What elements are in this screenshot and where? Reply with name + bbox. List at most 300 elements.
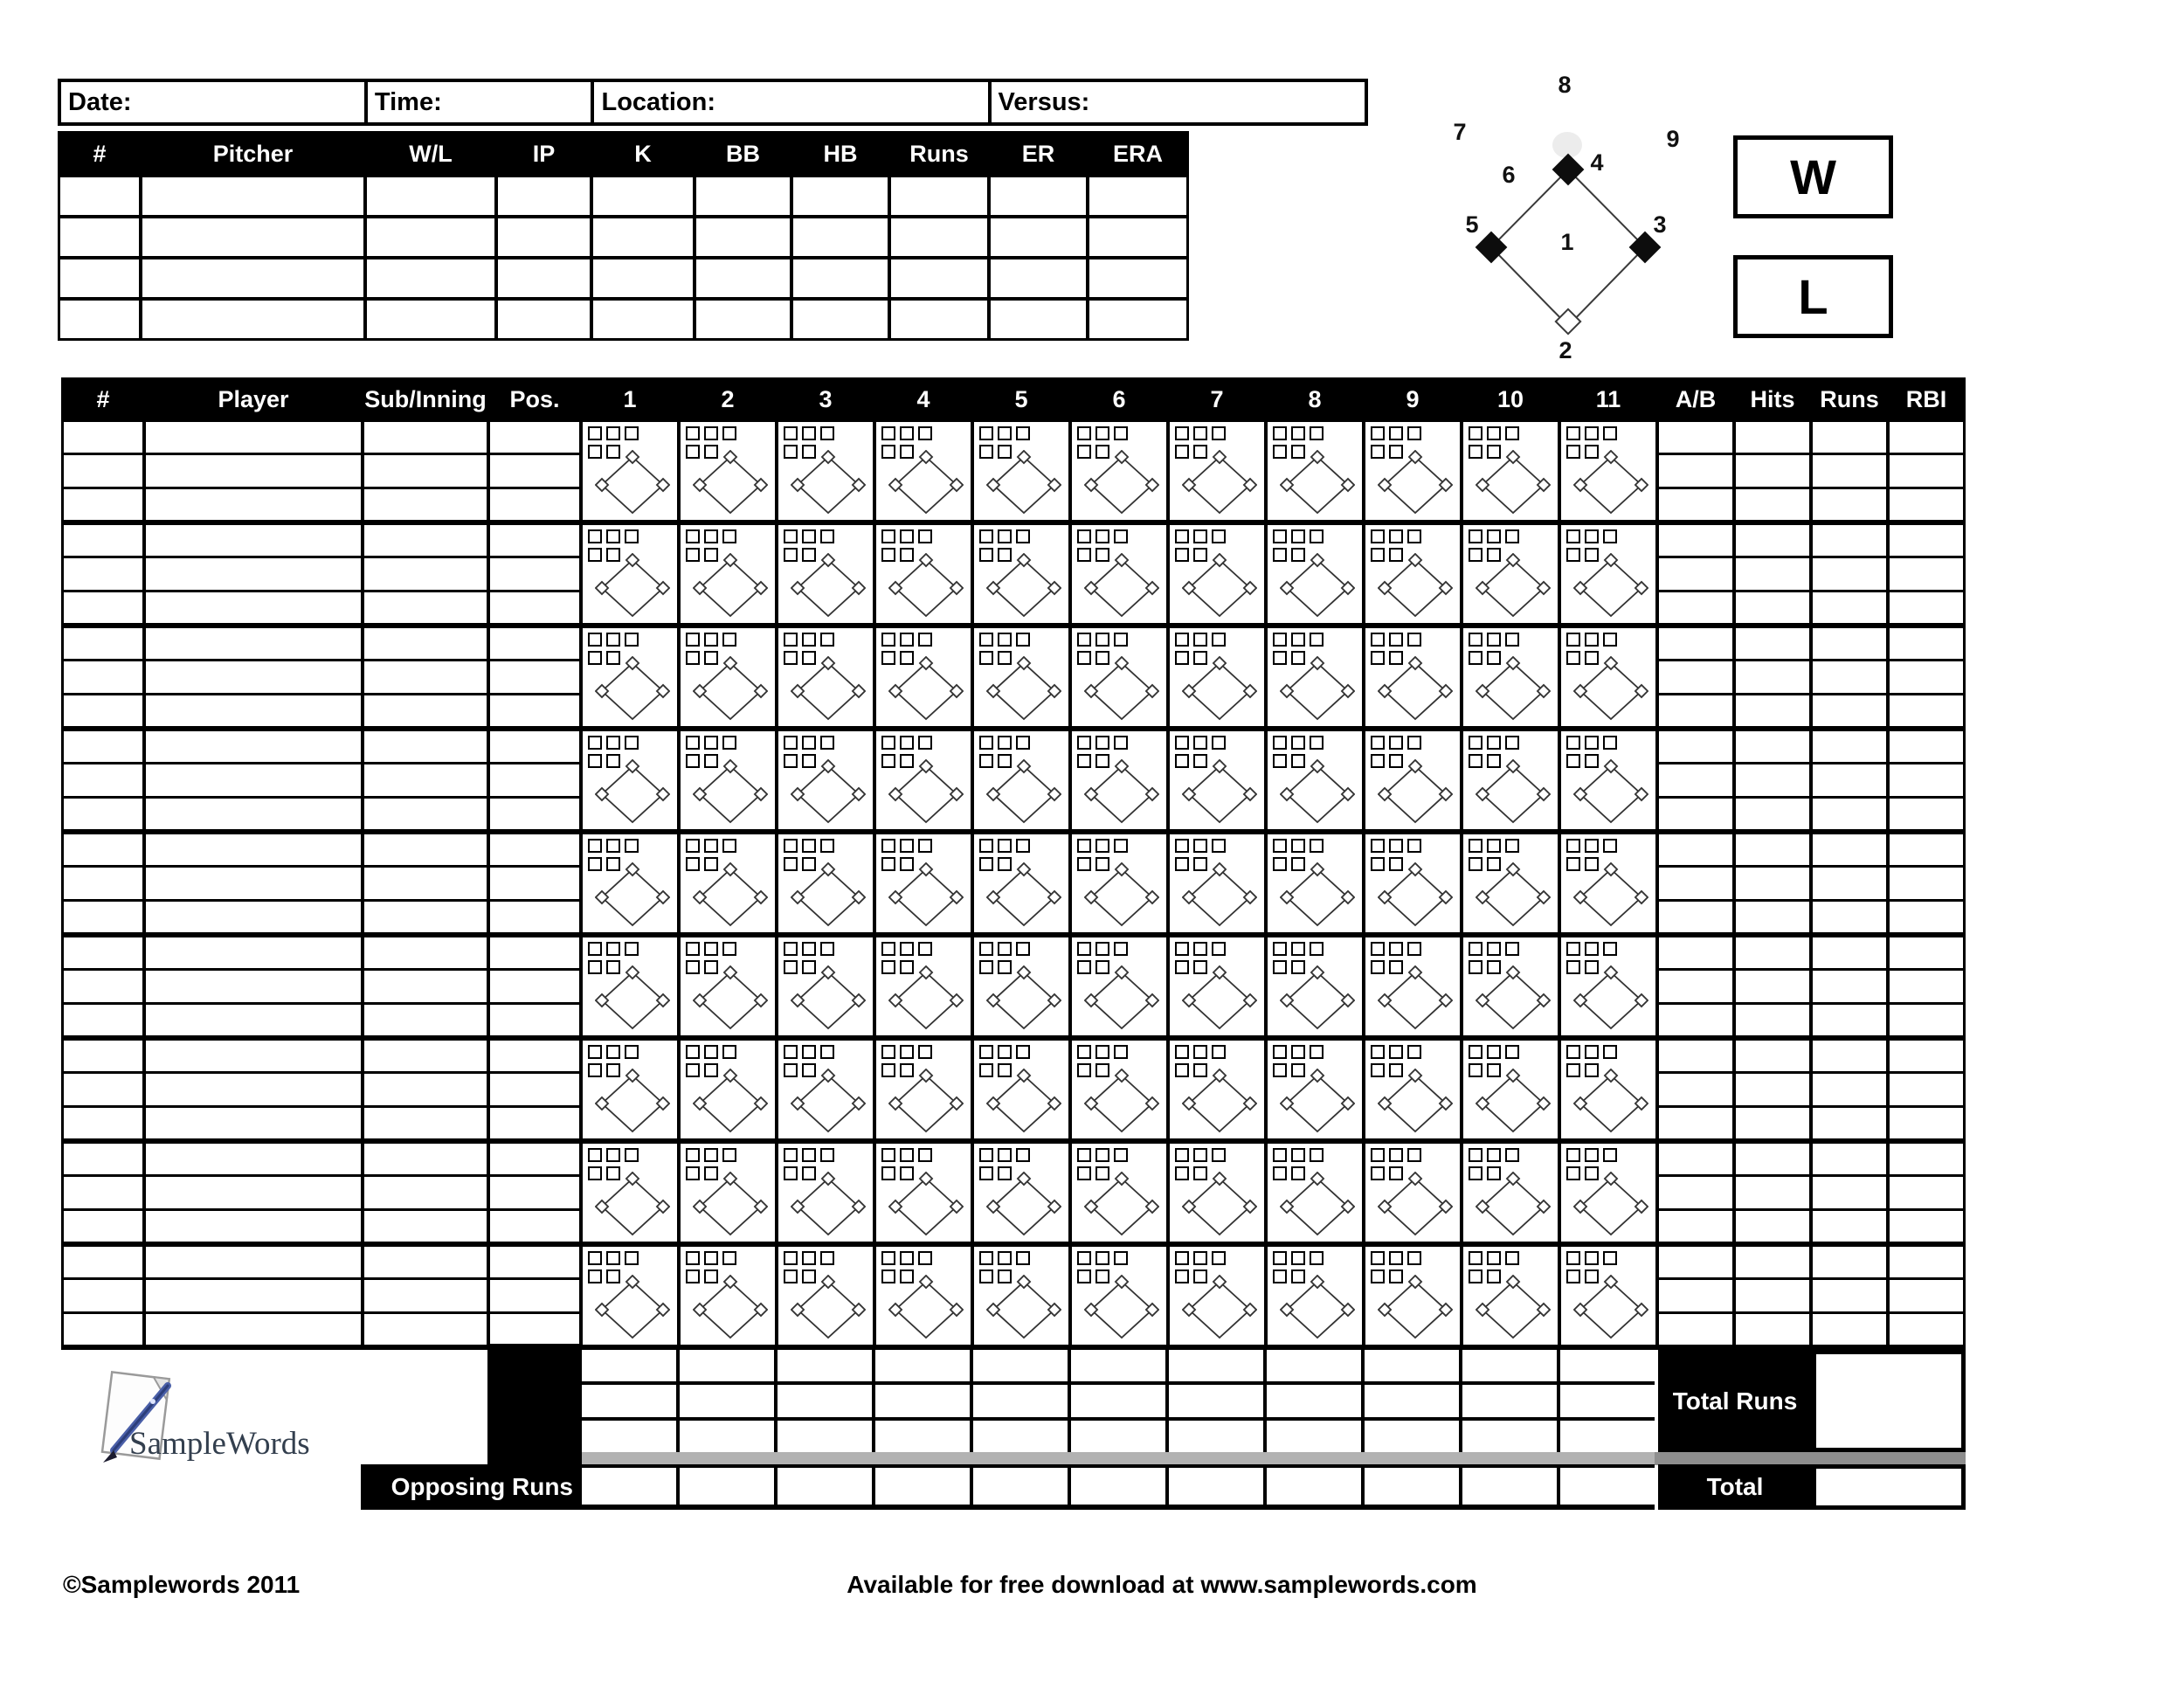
player-cell xyxy=(146,902,361,932)
number-column xyxy=(64,628,142,726)
pitch-checkbox xyxy=(1095,1045,1109,1059)
scoring-header-cell: 9 xyxy=(1365,380,1460,419)
subinning-cell xyxy=(364,455,487,486)
inning-cell xyxy=(1268,1144,1362,1242)
position-number: 7 xyxy=(1453,119,1467,145)
runs-inning-cell xyxy=(1169,1421,1263,1452)
pitch-checkbox xyxy=(1016,529,1030,543)
pitch-checkbox xyxy=(588,426,602,440)
pitch-checkbox xyxy=(1114,426,1128,440)
hits-inning-cell xyxy=(1267,1350,1361,1381)
basepath-diamond-icon xyxy=(1182,1172,1257,1238)
runs-cell xyxy=(1813,1074,1886,1104)
ab-cell xyxy=(1659,764,1732,795)
subinning-column xyxy=(364,1144,487,1242)
strike-boxes-row xyxy=(979,1045,1030,1059)
pitch-checkbox xyxy=(606,736,620,750)
strike-boxes-row xyxy=(686,839,736,853)
strike-boxes-row xyxy=(1175,736,1226,750)
inning-cell xyxy=(778,525,873,623)
pitch-checkbox xyxy=(1407,633,1421,647)
pos-column xyxy=(490,937,579,1035)
pitch-checkbox xyxy=(606,426,620,440)
basepath-diamond-icon xyxy=(791,450,866,516)
scoring-header-cell: Runs xyxy=(1813,380,1886,419)
pitch-checkbox xyxy=(820,426,834,440)
pitch-checkbox xyxy=(820,736,834,750)
inning-cell xyxy=(974,628,1068,726)
pitcher-stat-cell xyxy=(991,177,1086,215)
runs-column xyxy=(1813,1041,1886,1138)
pos-column xyxy=(490,1247,579,1345)
pitch-checkbox xyxy=(1077,736,1091,750)
pitch-checkbox xyxy=(588,736,602,750)
walks-inning-cell xyxy=(1365,1385,1459,1416)
player-column xyxy=(146,1144,361,1242)
inning-cell xyxy=(1072,422,1166,520)
hits-cell xyxy=(1736,422,1809,453)
player-block xyxy=(64,1041,1963,1138)
scoring-header-cell: # xyxy=(64,380,142,419)
rbi-cell xyxy=(1890,1108,1963,1138)
basepath-diamond-icon xyxy=(791,965,866,1032)
pitch-checkbox xyxy=(1566,633,1580,647)
strike-boxes-row xyxy=(686,942,736,956)
basepath-diamond-icon xyxy=(791,1069,866,1135)
pitch-checkbox xyxy=(1407,1251,1421,1265)
number-cell xyxy=(64,422,142,453)
pos-cell xyxy=(490,1041,579,1071)
pitch-checkbox xyxy=(1585,426,1599,440)
pitch-checkbox xyxy=(881,736,895,750)
pitcher-stat-cell xyxy=(142,177,363,215)
scoring-header-cell: Hits xyxy=(1736,380,1809,419)
pitch-checkbox xyxy=(784,426,798,440)
pos-cell xyxy=(490,902,579,932)
pitch-checkbox xyxy=(1016,839,1030,853)
inning-cell xyxy=(778,1144,873,1242)
strike-boxes-row xyxy=(1175,1251,1226,1265)
pos-cell xyxy=(490,1247,579,1277)
player-cell xyxy=(146,1177,361,1207)
pitch-checkbox xyxy=(1389,1148,1403,1162)
strike-boxes-row xyxy=(1469,839,1519,853)
pitcher-stat-cell xyxy=(793,301,888,338)
number-cell xyxy=(64,971,142,1001)
pos-column xyxy=(490,834,579,932)
rbi-column xyxy=(1890,1144,1963,1242)
inning-cell xyxy=(974,422,1068,520)
inning-cell xyxy=(778,937,873,1035)
scoring-header-cell: 3 xyxy=(778,380,873,419)
pitch-checkbox xyxy=(1407,839,1421,853)
pos-column xyxy=(490,525,579,623)
hits-column xyxy=(1736,834,1809,932)
subinning-column xyxy=(364,525,487,623)
pitch-checkbox xyxy=(625,529,639,543)
pos-cell xyxy=(490,799,579,829)
player-cell xyxy=(146,1144,361,1174)
pitch-checkbox xyxy=(820,839,834,853)
pitch-checkbox xyxy=(820,942,834,956)
pos-cell xyxy=(490,1314,579,1345)
inning-cell xyxy=(1561,1144,1655,1242)
pitch-checkbox xyxy=(606,1148,620,1162)
pitch-checkbox xyxy=(1566,942,1580,956)
opposing-inning-cell xyxy=(778,1468,872,1505)
pitch-checkbox xyxy=(1310,426,1324,440)
basepath-diamond-icon xyxy=(1573,965,1648,1032)
scoring-header-cell: Player xyxy=(146,380,361,419)
pitch-checkbox xyxy=(802,633,816,647)
hits-cell xyxy=(1736,1005,1809,1035)
pitch-checkbox xyxy=(1487,633,1501,647)
basepath-diamond-icon xyxy=(1573,1172,1648,1238)
pitcher-stat-cell xyxy=(367,301,494,338)
basepath-diamond-icon xyxy=(1280,965,1355,1032)
pitch-checkbox xyxy=(820,529,834,543)
inning-cell xyxy=(681,731,775,829)
pitch-checkbox xyxy=(1175,942,1189,956)
pitch-checkbox xyxy=(1095,942,1109,956)
strike-boxes-row xyxy=(1371,942,1421,956)
scoring-header-cell: 10 xyxy=(1463,380,1558,419)
basepath-diamond-icon xyxy=(1378,759,1453,826)
pitch-checkbox xyxy=(979,1251,993,1265)
pitch-checkbox xyxy=(1291,736,1305,750)
pitch-checkbox xyxy=(1114,529,1128,543)
pitch-checkbox xyxy=(1469,426,1482,440)
basepath-diamond-icon xyxy=(986,862,1061,929)
pitch-checkbox xyxy=(722,1251,736,1265)
pitch-checkbox xyxy=(1371,1148,1385,1162)
pitch-checkbox xyxy=(784,1251,798,1265)
ab-cell xyxy=(1659,525,1732,556)
strike-boxes-row xyxy=(1469,529,1519,543)
pitcher-stat-cell xyxy=(498,301,590,338)
basepath-diamond-icon xyxy=(693,862,768,929)
location-field xyxy=(594,82,987,122)
strike-boxes-row xyxy=(1077,1045,1128,1059)
basepath-diamond-icon xyxy=(1280,1069,1355,1135)
basepath-diamond-icon xyxy=(1182,450,1257,516)
pitch-checkbox xyxy=(1273,736,1287,750)
basepath-diamond-icon xyxy=(595,1172,670,1238)
inning-cell xyxy=(1072,525,1166,623)
hits-column xyxy=(1736,731,1809,829)
number-cell xyxy=(64,1144,142,1174)
pitcher-stat-cell xyxy=(367,259,494,297)
basepath-diamond-icon xyxy=(693,1069,768,1135)
scoring-header-cell: Pos. xyxy=(490,380,579,419)
strike-boxes-row xyxy=(1273,839,1324,853)
runs-cell xyxy=(1813,525,1886,556)
subinning-cell xyxy=(364,902,487,932)
inning-cell xyxy=(876,937,971,1035)
basepath-diamond-icon xyxy=(1573,553,1648,619)
player-cell xyxy=(146,1280,361,1311)
number-cell xyxy=(64,1108,142,1138)
pitch-checkbox xyxy=(1193,736,1207,750)
pitch-checkbox xyxy=(1407,736,1421,750)
pitch-checkbox xyxy=(820,633,834,647)
hits-cell xyxy=(1736,1144,1809,1174)
inning-cell xyxy=(1463,731,1558,829)
pitch-checkbox xyxy=(1175,1148,1189,1162)
pitch-checkbox xyxy=(881,1045,895,1059)
strike-boxes-row xyxy=(588,942,639,956)
pitch-checkbox xyxy=(900,426,914,440)
ab-column xyxy=(1659,1041,1732,1138)
inning-cell xyxy=(681,525,775,623)
pitch-checkbox xyxy=(998,1148,1012,1162)
pitch-checkbox xyxy=(1469,633,1482,647)
strike-boxes-row xyxy=(1566,736,1617,750)
strike-boxes-row xyxy=(784,633,834,647)
pitch-checkbox xyxy=(1407,1045,1421,1059)
subinning-cell xyxy=(364,834,487,865)
pitch-checkbox xyxy=(1291,529,1305,543)
pitch-checkbox xyxy=(1389,1251,1403,1265)
pitch-checkbox xyxy=(900,1251,914,1265)
pitch-checkbox xyxy=(802,942,816,956)
basepath-diamond-icon xyxy=(1084,965,1159,1032)
pitch-checkbox xyxy=(802,426,816,440)
runs-cell xyxy=(1813,902,1886,932)
pitcher-stat-cell xyxy=(991,259,1086,297)
pitch-checkbox xyxy=(1291,839,1305,853)
number-cell xyxy=(64,489,142,520)
pitch-checkbox xyxy=(1566,426,1580,440)
pitcher-header-cell: BB xyxy=(696,134,790,174)
pitch-checkbox xyxy=(1114,1045,1128,1059)
hits-cell xyxy=(1736,661,1809,692)
pitch-checkbox xyxy=(979,942,993,956)
location-label: Location: xyxy=(601,87,715,116)
basepath-diamond-icon xyxy=(595,1275,670,1341)
rbi-cell xyxy=(1890,731,1963,762)
walks-inning-cell xyxy=(973,1385,1068,1416)
pitch-checkbox xyxy=(686,426,700,440)
pitcher-stat-cell xyxy=(593,301,693,338)
pitch-checkbox xyxy=(802,1148,816,1162)
basepath-diamond-icon xyxy=(1084,1069,1159,1135)
inning-cell xyxy=(1365,628,1460,726)
pitch-checkbox xyxy=(1095,529,1109,543)
pitch-checkbox xyxy=(1371,736,1385,750)
pitch-checkbox xyxy=(606,529,620,543)
number-column xyxy=(64,731,142,829)
inning-cell xyxy=(583,422,677,520)
rbi-cell xyxy=(1890,1177,1963,1207)
subinning-cell xyxy=(364,1108,487,1138)
opposing-inning-cell xyxy=(1169,1468,1263,1505)
pitch-checkbox xyxy=(606,839,620,853)
pitcher-table xyxy=(58,131,1189,341)
ab-cell xyxy=(1659,1247,1732,1277)
pitch-checkbox xyxy=(1016,633,1030,647)
inning-cell xyxy=(1268,422,1362,520)
subinning-cell xyxy=(364,558,487,589)
basepath-diamond-icon xyxy=(1476,965,1551,1032)
player-column xyxy=(146,731,361,829)
player-cell xyxy=(146,764,361,795)
pitch-checkbox xyxy=(998,426,1012,440)
number-cell xyxy=(64,1041,142,1071)
pitcher-stat-cell xyxy=(142,301,363,338)
walks-inning-cell xyxy=(680,1385,774,1416)
pitch-checkbox xyxy=(1175,1045,1189,1059)
player-cell xyxy=(146,1108,361,1138)
rbi-cell xyxy=(1890,1247,1963,1277)
pitch-checkbox xyxy=(918,736,932,750)
pos-cell xyxy=(490,558,579,589)
strike-boxes-row xyxy=(1469,1045,1519,1059)
strike-boxes-row xyxy=(1077,1251,1128,1265)
player-cell xyxy=(146,628,361,659)
scoring-header-cell: 1 xyxy=(583,380,677,419)
pitch-checkbox xyxy=(881,529,895,543)
strike-boxes-row xyxy=(1469,942,1519,956)
basepath-diamond-icon xyxy=(1378,1275,1453,1341)
inning-cell xyxy=(1561,1041,1655,1138)
inning-cell xyxy=(1561,731,1655,829)
opposing-inning-cell xyxy=(875,1468,970,1505)
basepath-diamond-icon xyxy=(1182,1275,1257,1341)
inning-cell xyxy=(1463,834,1558,932)
pitch-checkbox xyxy=(1585,839,1599,853)
runs-cell xyxy=(1813,1108,1886,1138)
hits-cell xyxy=(1736,799,1809,829)
runs-cell xyxy=(1813,1247,1886,1277)
hits-inning-cell xyxy=(875,1350,970,1381)
pitch-checkbox xyxy=(900,633,914,647)
strike-boxes-row xyxy=(1077,1148,1128,1162)
strike-boxes-row xyxy=(1175,633,1226,647)
hits-inning-cell xyxy=(1365,1350,1459,1381)
pitch-checkbox xyxy=(1212,529,1226,543)
ab-cell xyxy=(1659,1177,1732,1207)
pitch-checkbox xyxy=(1603,1148,1617,1162)
pitch-checkbox xyxy=(1193,1251,1207,1265)
basepath-diamond-icon xyxy=(791,862,866,929)
pitch-checkbox xyxy=(1585,1045,1599,1059)
pitch-checkbox xyxy=(722,736,736,750)
inning-cell xyxy=(583,1041,677,1138)
inning-cell xyxy=(1072,1247,1166,1345)
samplewords-logo xyxy=(87,1370,349,1479)
pitch-checkbox xyxy=(1095,1148,1109,1162)
strike-boxes-row xyxy=(784,1148,834,1162)
pitch-checkbox xyxy=(1273,426,1287,440)
rbi-cell xyxy=(1890,1074,1963,1104)
inning-cell xyxy=(1170,525,1264,623)
strike-boxes-row xyxy=(588,1045,639,1059)
loss-box xyxy=(1733,255,1893,338)
inning-cell xyxy=(1170,1144,1264,1242)
basepath-diamond-icon xyxy=(1182,553,1257,619)
hits-cell xyxy=(1736,834,1809,865)
basepath-diamond-icon xyxy=(986,1069,1061,1135)
pitch-checkbox xyxy=(1407,942,1421,956)
subinning-cell xyxy=(364,1074,487,1104)
player-column xyxy=(146,628,361,726)
inning-cell xyxy=(778,628,873,726)
pitcher-stat-cell xyxy=(60,218,139,256)
pitch-checkbox xyxy=(998,736,1012,750)
pitch-checkbox xyxy=(1603,633,1617,647)
pitch-checkbox xyxy=(979,529,993,543)
subinning-cell xyxy=(364,971,487,1001)
pitcher-stat-cell xyxy=(498,259,590,297)
pos-cell xyxy=(490,489,579,520)
ab-cell xyxy=(1659,1041,1732,1071)
inning-cell xyxy=(583,1144,677,1242)
inning-cell xyxy=(583,834,677,932)
pitch-checkbox xyxy=(704,736,718,750)
pitch-checkbox xyxy=(1505,1045,1519,1059)
basepath-diamond-icon xyxy=(1573,862,1648,929)
pitch-checkbox xyxy=(1175,736,1189,750)
pitch-checkbox xyxy=(1487,529,1501,543)
rbi-cell xyxy=(1890,489,1963,520)
basepath-diamond-icon xyxy=(1378,450,1453,516)
pitch-checkbox xyxy=(1310,942,1324,956)
rbi-column xyxy=(1890,834,1963,932)
walks-inning-cell xyxy=(1071,1385,1165,1416)
number-cell xyxy=(64,558,142,589)
inning-cell xyxy=(1268,628,1362,726)
pitch-checkbox xyxy=(625,633,639,647)
hits-cell xyxy=(1736,971,1809,1001)
pos-cell xyxy=(490,1144,579,1174)
pitch-checkbox xyxy=(1585,1251,1599,1265)
pitch-checkbox xyxy=(1389,839,1403,853)
pitch-checkbox xyxy=(588,633,602,647)
win-box xyxy=(1733,135,1893,218)
strike-boxes-row xyxy=(1077,839,1128,853)
strike-boxes-row xyxy=(588,633,639,647)
runs-cell xyxy=(1813,1041,1886,1071)
basepath-diamond-icon xyxy=(1182,1069,1257,1135)
strike-boxes-row xyxy=(1273,1251,1324,1265)
pitcher-stat-cell xyxy=(1089,218,1186,256)
position-number: 4 xyxy=(1590,149,1604,176)
pitch-checkbox xyxy=(998,1251,1012,1265)
pos-cell xyxy=(490,971,579,1001)
pitch-checkbox xyxy=(881,1251,895,1265)
inning-cell xyxy=(1072,628,1166,726)
scoring-header xyxy=(64,380,1963,419)
pitch-checkbox xyxy=(704,633,718,647)
inning-cell xyxy=(1365,1144,1460,1242)
position-number: 3 xyxy=(1653,211,1667,238)
pitch-checkbox xyxy=(900,1148,914,1162)
inning-cell xyxy=(1561,525,1655,623)
player-cell xyxy=(146,661,361,692)
player-cell xyxy=(146,1247,361,1277)
pitch-checkbox xyxy=(1273,1148,1287,1162)
pitch-checkbox xyxy=(1016,1045,1030,1059)
pitch-checkbox xyxy=(1193,1148,1207,1162)
pitch-checkbox xyxy=(606,1251,620,1265)
pitch-checkbox xyxy=(1077,839,1091,853)
inning-cell xyxy=(583,731,677,829)
inning-cell xyxy=(1463,422,1558,520)
pitch-checkbox xyxy=(998,633,1012,647)
runs-cell xyxy=(1813,628,1886,659)
pitch-checkbox xyxy=(686,529,700,543)
